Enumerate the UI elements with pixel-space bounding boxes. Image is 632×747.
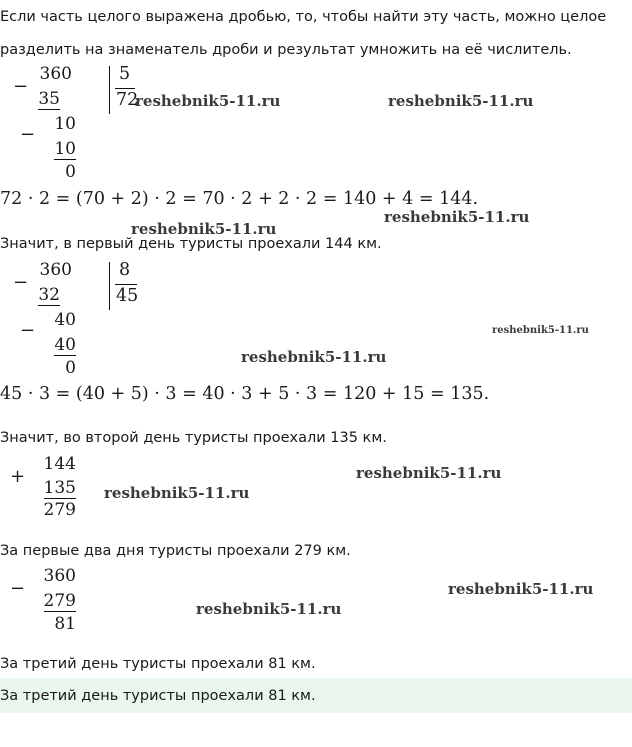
final-remainder: 0 [65,162,76,182]
difference: 81 [54,614,76,634]
watermark: reshebnik5-11.ru [388,92,534,110]
minus-sign: − [20,124,36,145]
day1-result: Значит, в первый день туристы проехали 144 км. [0,236,382,252]
minus-sign: − [20,320,36,341]
final-remainder: 0 [65,358,76,378]
plus-sign: + [10,466,26,487]
watermark: reshebnik5-11.ru [492,325,589,336]
watermark: reshebnik5-11.ru [131,220,277,238]
quotient: 72 [116,90,139,110]
calculation-1: 72 · 2 = (70 + 2) · 2 = 70 · 2 + 2 · 2 = 140 + 4 = 144. [0,189,479,209]
intro-line-2: разделить на знаменатель дроби и результат умножить на её числитель. [0,42,572,58]
minus-sign: − [13,76,29,97]
divisor: 5 [119,64,131,84]
watermark: reshebnik5-11.ru [384,208,530,226]
intro-line-1: Если часть целого выражена дробью, то, чтобы найти эту часть, можно целое [0,9,607,25]
remainder: 10 [54,114,76,134]
day2-result: Значит, во второй день туристы проехали 135 км. [0,430,387,446]
addend-1: 144 [43,454,76,474]
remainder: 40 [54,310,76,330]
subtrahend: 10 [54,139,76,159]
watermark: reshebnik5-11.ru [241,348,387,366]
calculation-2: 45 · 3 = (40 + 5) · 3 = 40 · 3 + 5 · 3 = 120 + 15 = 135. [0,384,490,404]
dividend: 360 [39,64,72,84]
answer-text: За третий день туристы проехали 81 км. [0,688,316,704]
division-bar-vertical [109,66,110,114]
dividend: 360 [39,260,72,280]
minus-sign: − [10,578,26,599]
addend-2: 135 [43,478,76,498]
watermark: reshebnik5-11.ru [356,464,502,482]
subtrahend: 279 [43,591,76,611]
subtrahend: 40 [54,335,76,355]
sum: 279 [43,500,76,520]
divisor: 8 [119,260,131,280]
subtrahend: 32 [38,285,60,305]
watermark: reshebnik5-11.ru [448,580,594,598]
minuend: 360 [43,566,76,586]
two-days-result: За первые два дня туристы проехали 279 км. [0,543,351,559]
subtrahend: 35 [38,89,60,109]
day3-result: За третий день туристы проехали 81 км. [0,656,316,672]
division-bar-vertical [109,262,110,310]
quotient: 45 [116,286,139,306]
watermark: reshebnik5-11.ru [196,600,342,618]
minus-sign: − [13,272,29,293]
watermark: reshebnik5-11.ru [135,92,281,110]
answer-box [0,678,632,713]
watermark: reshebnik5-11.ru [104,484,250,502]
